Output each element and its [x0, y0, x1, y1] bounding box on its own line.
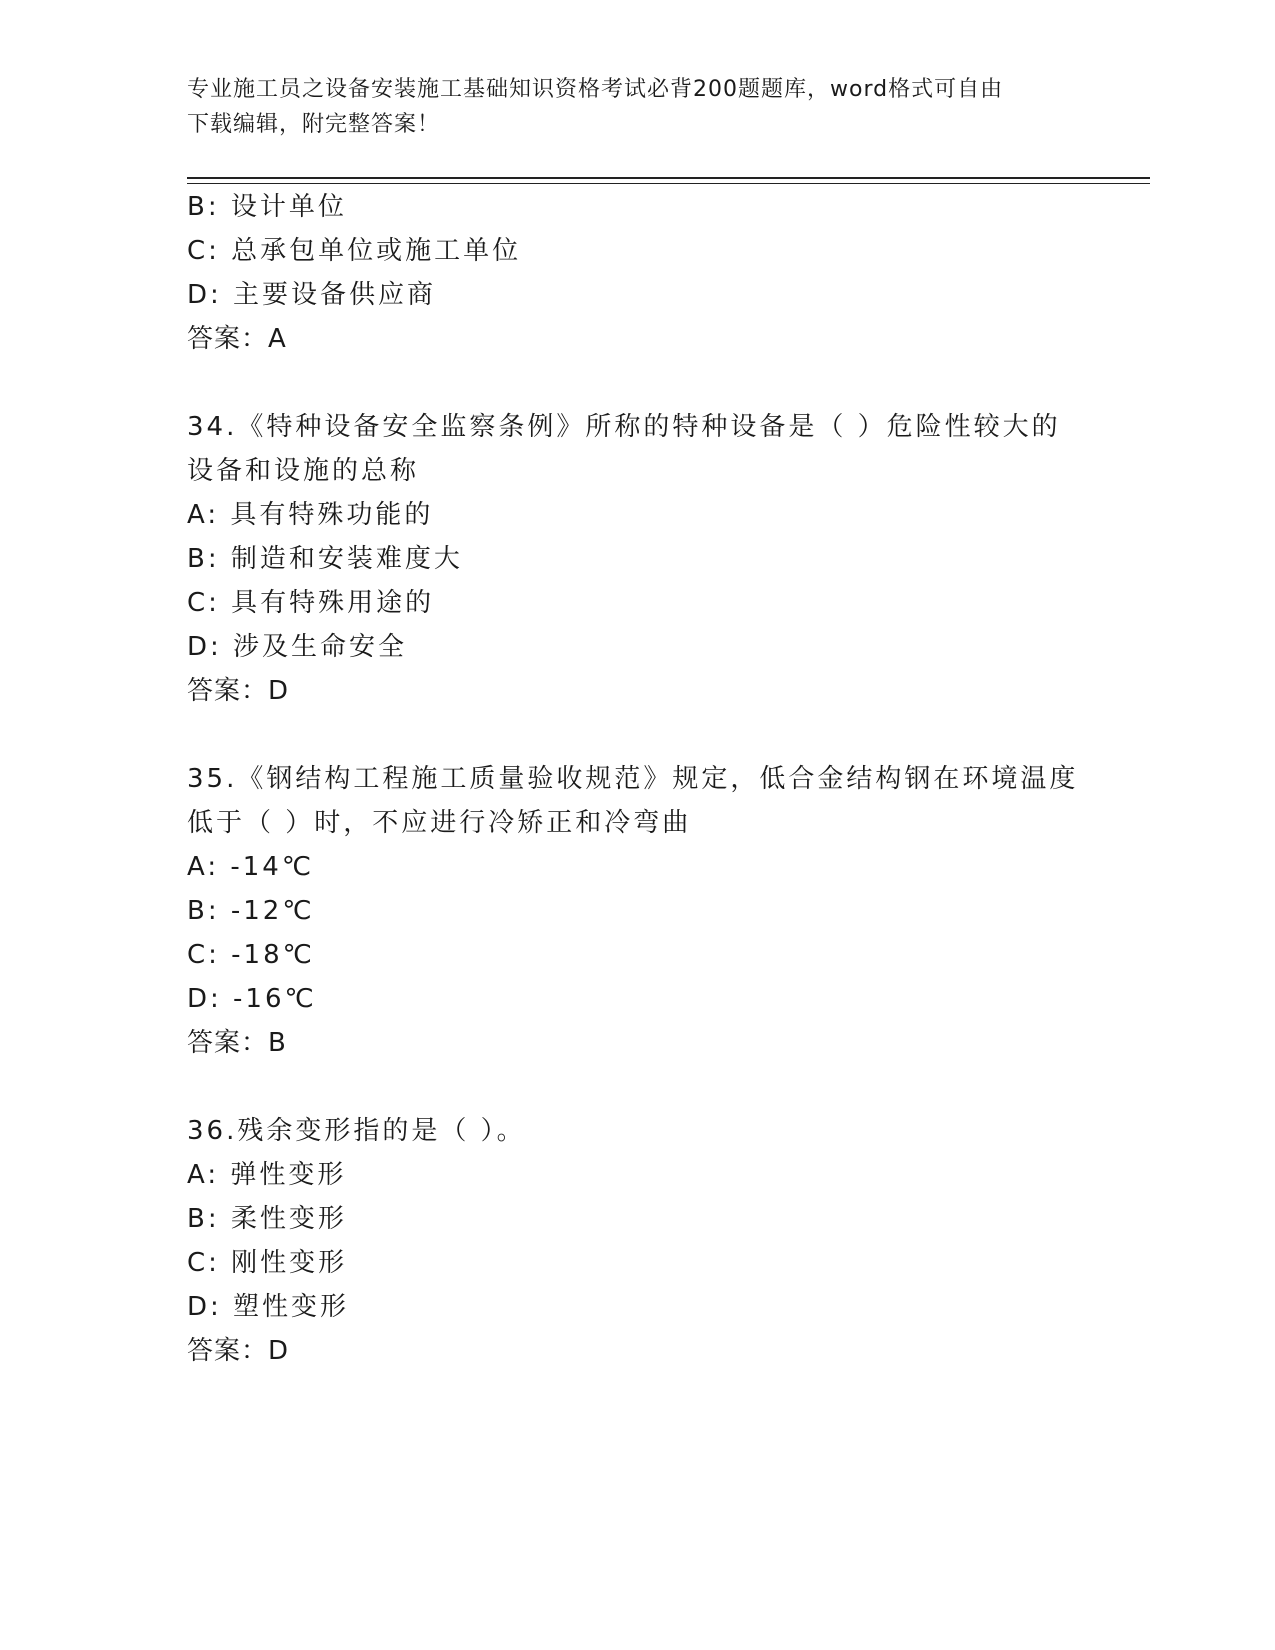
q34-option-a: A: 具有特殊功能的: [187, 500, 434, 530]
q35-stem-line-2: 低于（ ）时，不应进行冷矫正和冷弯曲: [187, 808, 692, 838]
q35-option-c: C: -18℃: [187, 940, 315, 970]
q36-option-d: D: 塑性变形: [187, 1292, 350, 1322]
q35-option-b: B: -12℃: [187, 896, 315, 926]
q36-stem-line-1: 36.残余变形指的是（ ）。: [187, 1116, 526, 1146]
q35-option-d: D: -16℃: [187, 984, 317, 1014]
q35-answer: 答案：B: [187, 1028, 287, 1058]
q33-option-c: C: 总承包单位或施工单位: [187, 236, 522, 266]
q33-option-b: B: 设计单位: [187, 192, 347, 222]
q35-option-a: A: -14℃: [187, 852, 315, 882]
header-divider-thin: [187, 183, 1150, 184]
q34-stem-line-2: 设备和设施的总称: [187, 456, 420, 486]
document-header: [187, 72, 1087, 142]
q34-stem-line-1: 34.《特种设备安全监察条例》所称的特种设备是（ ）危险性较大的: [187, 412, 1061, 442]
q36-answer: 答案：D: [187, 1336, 290, 1366]
header-line-1: 专业施工员之设备安装施工基础知识资格考试必背200题题库，word格式可自由: [187, 77, 1004, 102]
q34-answer: 答案：D: [187, 676, 290, 706]
header-divider-thick: [187, 177, 1150, 179]
q34-option-c: C: 具有特殊用途的: [187, 588, 435, 618]
q35-stem-line-1: 35.《钢结构工程施工质量验收规范》规定，低合金结构钢在环境温度: [187, 764, 1079, 794]
q33-answer: 答案：A: [187, 324, 287, 354]
q34-option-b: B: 制造和安装难度大: [187, 544, 463, 574]
q33-option-d: D: 主要设备供应商: [187, 280, 437, 310]
q34-option-d: D: 涉及生命安全: [187, 632, 408, 662]
q36-option-c: C: 刚性变形: [187, 1248, 348, 1278]
header-line-2: 下载编辑，附完整答案！: [187, 112, 441, 137]
q36-option-a: A: 弹性变形: [187, 1160, 347, 1190]
q36-option-b: B: 柔性变形: [187, 1204, 347, 1234]
